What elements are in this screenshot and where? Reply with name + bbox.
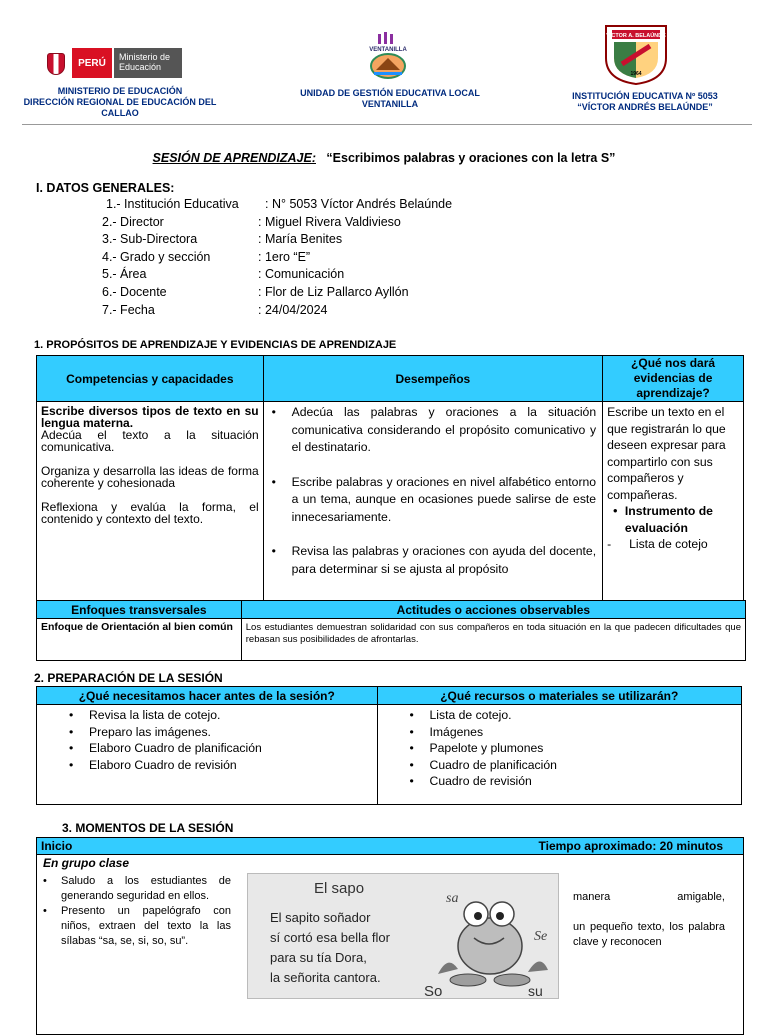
actitud-cell: Los estudiantes demuestran solidaridad con sus compañeros en toda situación en la que padecen dificultades que rebasan sus posibilidades de afrontarlas.: [241, 619, 745, 661]
datos-value: : 24/04/2024: [258, 302, 328, 317]
antes-item: • Revisa la lista de cotejo.: [61, 707, 377, 724]
datos-value: : Miguel Rivera Valdivieso: [258, 214, 401, 229]
inicio-content: [37, 855, 744, 1035]
poem-text: [270, 908, 390, 988]
recursos-cell: [377, 705, 741, 805]
antes-item: • Preparo las imágenes.: [61, 724, 377, 741]
minedu-logo: [44, 44, 182, 82]
propositos-heading: 1. PROPÓSITOS DE APRENDIZAJE Y EVIDENCIAS DE APRENDIZAJE: [34, 339, 397, 351]
recurso-item: • Cuadro de planificación: [402, 757, 741, 774]
ugel-ventanilla-logo: [368, 30, 408, 80]
tiempo-label: Tiempo aproximado: 20 minutos: [538, 839, 723, 853]
antes-item: • Elaboro Cuadro de planificación: [61, 740, 377, 757]
evidencias-cell: [603, 402, 744, 613]
inicio-right-2: un pequeño texto, los palabra clave y reconocen: [573, 921, 725, 948]
inicio-right-1: manera amigable,: [573, 891, 725, 903]
antes-cell: [37, 705, 378, 805]
datos-label: 4.- Grado y sección: [102, 249, 211, 264]
capacidad-2: Organiza y desarrolla las ideas de forma coherente y cohesionada: [41, 464, 259, 490]
header-left-text: [20, 86, 220, 119]
frog-illustration-icon: [424, 884, 558, 1000]
col-desempenos: Desempeños: [263, 356, 602, 402]
propositos-table: [36, 355, 744, 613]
antes-item: • Elaboro Cuadro de revisión: [61, 757, 377, 774]
instrumento-item: - Lista de cotejo: [607, 537, 708, 551]
syllable-se: Se: [534, 929, 548, 944]
instrumento-value: Lista de cotejo: [629, 537, 708, 551]
momentos-table: [36, 837, 744, 1035]
school-crest-logo: [604, 24, 668, 86]
recurso-item: • Imágenes: [402, 724, 741, 741]
desempeno-1: • Adecúa las palabras y oraciones a la situación comunicativa considerando el propósito comunicativo y el destinatario.: [264, 404, 596, 457]
recurso-item: • Papelote y plumones: [402, 740, 741, 757]
competencia-title: Escribe diversos tipos de texto en su lengua materna.: [41, 404, 259, 430]
inicio-bullet-2: Presento un papelógrafo con niños, extraen del texto la las sílabas “sa, se, si, so, su”.: [61, 905, 231, 947]
datos-row: [102, 214, 452, 232]
datos-value: : N° 5053 Víctor Andrés Belaúnde: [265, 197, 453, 211]
datos-row: [102, 284, 452, 302]
ministry-label: Ministerio de Educación: [114, 48, 182, 78]
syllable-so: So: [424, 983, 443, 1000]
instrumento-label: Instrumento de evaluación: [624, 504, 713, 535]
school-name: “VÍCTOR ANDRÉS BELAÚNDE”: [577, 102, 713, 112]
datos-label: 7.- Fecha: [102, 302, 155, 317]
session-title-text: “Escribimos palabras y oraciones con la letra S”: [326, 151, 616, 165]
regional-direction-name: DIRECCIÓN REGIONAL DE EDUCACIÓN DEL CALLAO: [23, 97, 217, 118]
instrumento: • Instrumento de evaluación: [607, 503, 739, 536]
datos-generales-heading: I. DATOS GENERALES:: [36, 181, 175, 195]
poem-image: [247, 873, 559, 999]
enfoque-cell: Enfoque de Orientación al bien común: [37, 619, 242, 661]
poem-line: El sapito soñador: [270, 910, 371, 925]
enfoques-table: [36, 600, 746, 661]
datos-label: 1.- Institución Educativa: [106, 197, 239, 211]
col-actitudes: Actitudes o acciones observables: [241, 601, 745, 619]
grupo-clase-label: En grupo clase: [43, 856, 130, 870]
session-title-label: SESIÓN DE APRENDIZAJE:: [152, 151, 316, 165]
poem-line: la señorita cantora.: [270, 970, 381, 985]
datos-row: [102, 302, 452, 320]
recurso-item: • Lista de cotejo.: [402, 707, 741, 724]
header-divider: [22, 124, 752, 125]
datos-value: : 1ero “E”: [258, 249, 311, 264]
datos-label: 6.- Docente: [102, 284, 167, 299]
col-evidencias: ¿Qué nos dará evidencias de aprendizaje?: [603, 356, 744, 402]
ugel-district: VENTANILLA: [361, 99, 419, 109]
preparacion-heading: 2. PREPARACIÓN DE LA SESIÓN: [34, 671, 223, 685]
datos-value: : María Benites: [258, 232, 343, 247]
desempeno-3: • Revisa las palabras y oraciones con ayuda del docente, para determinar si se ajusta al propósito: [264, 543, 596, 578]
syllable-sa: sa: [446, 891, 459, 906]
crest-year: 1964: [630, 71, 642, 77]
session-title: [0, 151, 768, 165]
datos-row: [102, 266, 452, 284]
inicio-left-text: • Saludo a los estudiantes de generando seguridad en ellos. • Presento un papelógrafo con niños, extraen del texto la las sílabas “sa, se, si, so, su”.: [43, 875, 231, 947]
col-recursos: ¿Qué recursos o materiales se utilizarán?: [377, 687, 741, 705]
col-enfoques: Enfoques transversales: [37, 601, 242, 619]
poem-line: sí cortó esa bella flor: [270, 930, 390, 945]
inicio-label: Inicio: [41, 839, 73, 853]
header-mid-text: [300, 88, 480, 110]
ministry-name: MINISTERIO DE EDUCACIÓN: [57, 86, 183, 96]
competencias-cell: [37, 402, 264, 613]
datos-row: [102, 249, 452, 267]
ugel-badge: VENTANILLA: [369, 47, 407, 53]
datos-label: 3.- Sub-Directora: [102, 232, 198, 247]
poem-line: para su tía Dora,: [270, 950, 367, 965]
datos-row: [102, 196, 452, 214]
datos-row: [102, 231, 452, 249]
capacidad-1: Adecúa el texto a la situación comunicativa.: [41, 428, 259, 454]
school-number: INSTITUCIÓN EDUCATIVA Nº 5053: [572, 91, 718, 101]
evidencia-text: Escribe un texto en el que registrarán lo que deseen expresar para compartirlo con sus compañeros y compañeras.: [607, 405, 726, 502]
desempenos-cell: [263, 402, 602, 613]
datos-label: 2.- Director: [102, 214, 164, 229]
datos-value: : Flor de Liz Pallarco Ayllón: [258, 284, 409, 299]
peru-coat-of-arms-icon: [44, 49, 68, 77]
momentos-heading: 3. MOMENTOS DE LA SESIÓN: [62, 821, 234, 835]
col-antes: ¿Qué necesitamos hacer antes de la sesión?: [37, 687, 378, 705]
document-header: [0, 0, 768, 124]
preparacion-table: [36, 686, 742, 805]
datos-generales-list: [102, 196, 452, 319]
ugel-name: UNIDAD DE GESTIÓN EDUCATIVA LOCAL: [300, 88, 480, 98]
datos-value: : Comunicación: [258, 267, 345, 282]
datos-label: 5.- Área: [102, 267, 147, 282]
desempeno-2: • Escribe palabras y oraciones en nivel alfabético entorno a un tema, aunque en ocasiones puede salirse de este innecesariamente.: [264, 474, 596, 527]
recurso-item: • Cuadro de revisión: [402, 773, 741, 790]
peru-label: PERÚ: [72, 48, 112, 78]
col-competencias: Competencias y capacidades: [37, 356, 264, 402]
inicio-bullet-1: Saludo a los estudiantes de generando seguridad en ellos.: [61, 875, 231, 902]
crest-text: VÍCTOR A. BELAÚNDE: [606, 33, 666, 39]
capacidad-3: Reflexiona y evalúa la forma, el contenido y contexto del texto.: [41, 500, 259, 526]
syllable-su: su: [528, 983, 543, 999]
header-right-text: [560, 91, 730, 113]
poem-title: El sapo: [314, 880, 365, 897]
inicio-row: [37, 838, 744, 855]
